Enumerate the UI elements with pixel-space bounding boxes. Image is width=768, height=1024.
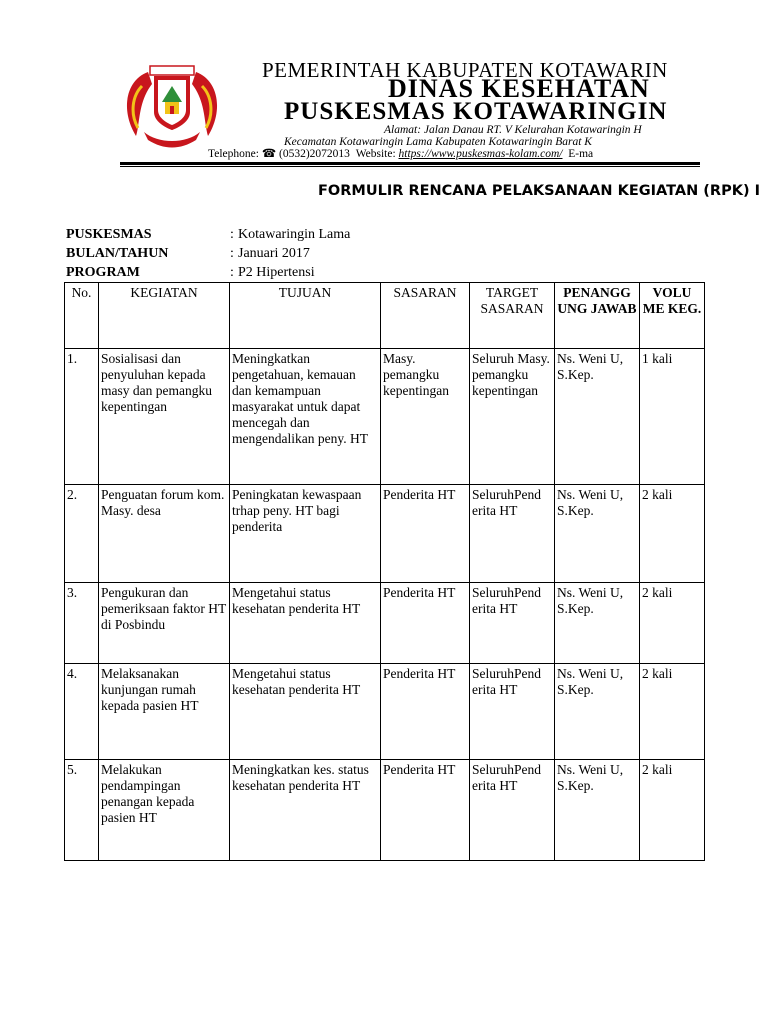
cell-kegiatan: Melaksanakan kunjungan rumah kepada pasien HT	[99, 664, 230, 760]
cell-no: 3.	[65, 583, 99, 664]
cell-kegiatan: Melakukan pendampingan penangan kepada pasien HT	[99, 760, 230, 861]
cell-target: SeluruhPend erita HT	[470, 485, 555, 583]
table-row	[65, 583, 705, 664]
cell-penanggung-jawab: Ns. Weni U, S.Kep.	[555, 349, 640, 485]
meta-separator: :	[230, 265, 234, 280]
meta-value: Kotawaringin Lama	[238, 227, 351, 242]
website-label: Website:	[355, 148, 396, 160]
cell-penanggung-jawab: Ns. Weni U, S.Kep.	[555, 485, 640, 583]
cell-sasaran: Penderita HT	[381, 760, 470, 861]
cell-kegiatan: Sosialisasi dan penyuluhan kepada masy dan pemangku kepentingan	[99, 349, 230, 485]
letterhead-agency: DINAS KESEHATAN	[388, 74, 650, 103]
header-kegiatan: KEGIATAN	[99, 283, 230, 349]
cell-volume: 2 kali	[640, 664, 705, 760]
cell-target: SeluruhPend erita HT	[470, 583, 555, 664]
meta-value: Januari 2017	[238, 246, 310, 261]
telephone-number: (0532)2072013	[279, 148, 350, 160]
cell-volume: 2 kali	[640, 583, 705, 664]
activity-table	[64, 282, 705, 861]
letterhead-district: Kecamatan Kotawaringin Lama Kabupaten Kotawaringin Barat K	[284, 136, 592, 148]
cell-penanggung-jawab: Ns. Weni U, S.Kep.	[555, 664, 640, 760]
meta-separator: :	[230, 227, 234, 242]
cell-no: 1.	[65, 349, 99, 485]
cell-target: Seluruh Masy. pemangku kepentingan	[470, 349, 555, 485]
meta-value: P2 Hipertensi	[238, 265, 315, 280]
table-row	[65, 664, 705, 760]
letterhead-contact	[208, 146, 593, 160]
cell-no: 4.	[65, 664, 99, 760]
letterhead-divider-thin	[120, 166, 700, 167]
cell-volume: 2 kali	[640, 485, 705, 583]
cell-tujuan: Mengetahui status kesehatan penderita HT	[230, 664, 381, 760]
email-label: E-ma	[568, 148, 594, 160]
cell-penanggung-jawab: Ns. Weni U, S.Kep.	[555, 760, 640, 861]
cell-no: 5.	[65, 760, 99, 861]
website-link[interactable]: https://www.puskesmas-kolam.com/	[398, 148, 563, 160]
table-row	[65, 349, 705, 485]
meta-label: PROGRAM	[66, 265, 140, 280]
telephone-label: Telephone:	[208, 148, 259, 160]
meta-label: PUSKESMAS	[66, 227, 152, 242]
letterhead-divider	[120, 162, 700, 165]
cell-sasaran: Masy. pemangku kepentingan	[381, 349, 470, 485]
meta-separator: :	[230, 246, 234, 261]
cell-tujuan: Meningkatkan pengetahuan, kemauan dan kemampuan masyarakat untuk dapat mencegah dan mengendalikan peny. HT	[230, 349, 381, 485]
table-row	[65, 760, 705, 861]
cell-target: SeluruhPend erita HT	[470, 664, 555, 760]
cell-sasaran: Penderita HT	[381, 485, 470, 583]
table-row	[65, 485, 705, 583]
cell-tujuan: Meningkatkan kes. status kesehatan penderita HT	[230, 760, 381, 861]
header-sasaran: SASARAN	[381, 283, 470, 349]
header-penanggung-jawab: PENANGG UNG JAWAB	[555, 283, 640, 349]
header-target: TARGET SASARAN	[470, 283, 555, 349]
header-volume: VOLU ME KEG.	[640, 283, 705, 349]
cell-tujuan: Peningkatan kewaspaan trhap peny. HT bagi penderita	[230, 485, 381, 583]
header-no: No.	[65, 283, 99, 349]
cell-penanggung-jawab: Ns. Weni U, S.Kep.	[555, 583, 640, 664]
form-title: FORMULIR RENCANA PELAKSANAAN KEGIATAN (RPK) I	[318, 183, 761, 199]
cell-volume: 2 kali	[640, 760, 705, 861]
letterhead-address: Alamat: Jalan Danau RT. V Kelurahan Kotawaringin H	[384, 124, 642, 136]
cell-kegiatan: Pengukuran dan pemeriksaan faktor HT di Posbindu	[99, 583, 230, 664]
table-header-row	[65, 283, 705, 349]
activity-table-container	[64, 282, 700, 860]
cell-tujuan: Mengetahui status kesehatan penderita HT	[230, 583, 381, 664]
meta-label: BULAN/TAHUN	[66, 246, 169, 261]
cell-volume: 1 kali	[640, 349, 705, 485]
cell-sasaran: Penderita HT	[381, 583, 470, 664]
cell-sasaran: Penderita HT	[381, 664, 470, 760]
cell-no: 2.	[65, 485, 99, 583]
cell-target: SeluruhPend erita HT	[470, 760, 555, 861]
telephone-icon: ☎	[261, 148, 277, 160]
cell-kegiatan: Penguatan forum kom. Masy. desa	[99, 485, 230, 583]
letterhead-government: PEMERINTAH KABUPATEN KOTAWARIN	[262, 58, 668, 82]
letterhead	[0, 0, 700, 170]
header-tujuan: TUJUAN	[230, 283, 381, 349]
letterhead-institution: PUSKESMAS KOTAWARINGIN	[284, 98, 668, 125]
